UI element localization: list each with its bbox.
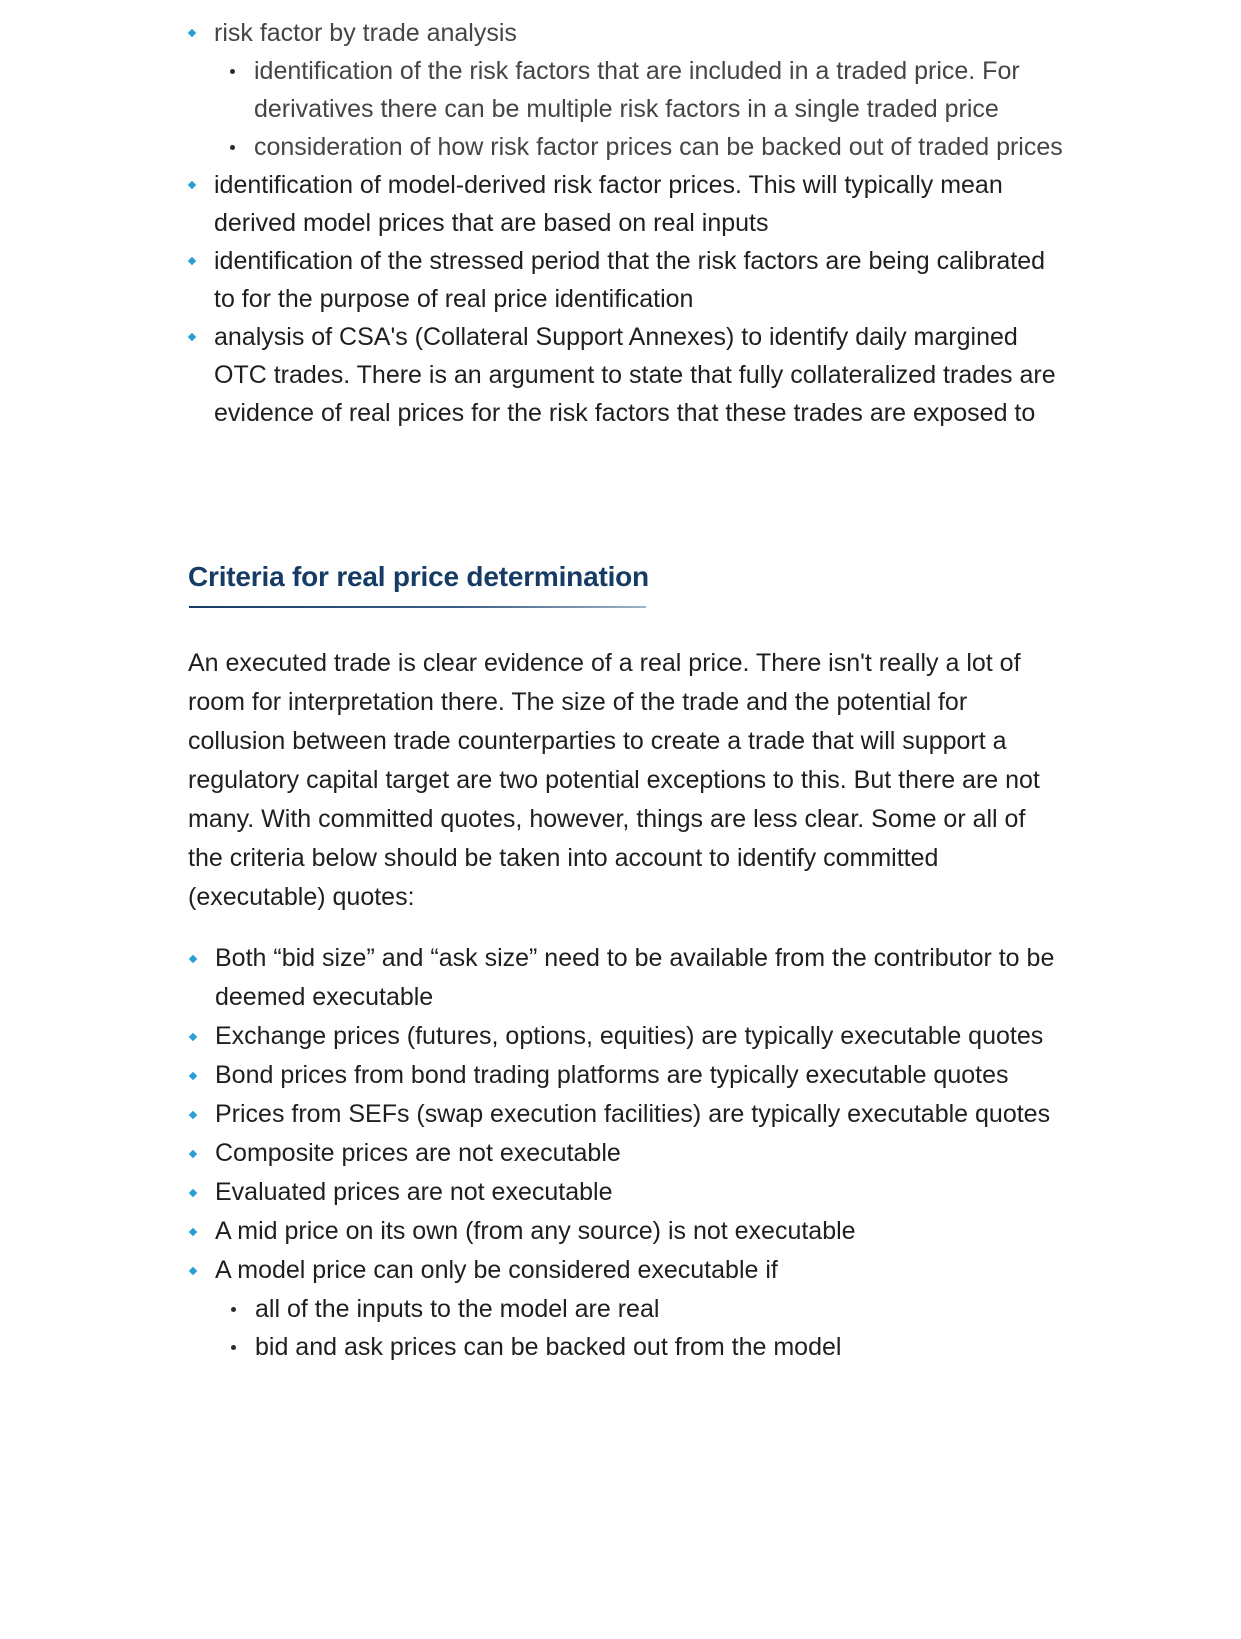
list-item — [188, 1212, 1088, 1251]
list-item-text: Exchange prices (futures, options, equities) are typically executable quotes — [215, 1022, 1044, 1050]
list-item-text: Bond prices from bond trading platforms are typically executable quotes — [215, 1061, 1009, 1089]
sub-list-item — [215, 1290, 1088, 1328]
list-item — [188, 1056, 1088, 1095]
heading-underline — [189, 606, 646, 608]
risk-factor-analysis-list — [188, 14, 1068, 432]
list-item — [188, 318, 1068, 432]
intro-paragraph: An executed trade is clear evidence of a real price. There isn't really a lot of room for interpretation there. The size of the trade and the potential for collusion between trade counterparties to create a trade that will support a regulatory capital target are two potential exceptions to this. But there are not many. With committed quotes, however, things are less clear. Some or all of the criteria below should be taken into account to identify committed (executable) quotes: — [188, 649, 1040, 911]
list-item — [188, 1173, 1088, 1212]
diamond-bullet-icon — [189, 1033, 197, 1041]
list-item — [188, 1134, 1088, 1173]
sub-list-item-text: all of the inputs to the model are real — [255, 1295, 660, 1323]
list-item-text: Composite prices are not executable — [215, 1139, 621, 1167]
dot-bullet-icon — [231, 1307, 236, 1312]
sub-list-item-text: consideration of how risk factor prices can be backed out of traded prices — [254, 133, 1063, 161]
list-item-text: Both “bid size” and “ask size” need to be available from the contributor to be deemed executable — [215, 944, 1055, 1011]
list-item — [188, 1251, 1088, 1366]
diamond-bullet-icon — [188, 333, 196, 341]
sub-list-item — [214, 52, 1068, 128]
sub-list-item-text: identification of the risk factors that are included in a traded price. For derivatives there can be multiple risk factors in a single traded price — [254, 57, 1020, 123]
diamond-bullet-icon — [188, 181, 196, 189]
diamond-bullet-icon — [189, 1267, 197, 1275]
sub-list — [215, 1290, 1088, 1366]
criteria-list — [188, 939, 1088, 1366]
sub-list-item — [214, 128, 1068, 166]
section-heading: Criteria for real price determination — [188, 561, 649, 592]
list-item-text: identification of the stressed period that the risk factors are being calibrated to for the purpose of real price identification — [214, 247, 1046, 313]
diamond-bullet-icon — [189, 1111, 197, 1119]
list-item-text: identification of model-derived risk factor prices. This will typically mean derived model prices that are based on real inputs — [214, 171, 1003, 237]
diamond-bullet-icon — [188, 257, 196, 265]
sub-list — [214, 52, 1068, 166]
diamond-bullet-icon — [189, 1072, 197, 1080]
diamond-bullet-icon — [188, 29, 196, 37]
list-item — [188, 1017, 1088, 1056]
diamond-bullet-icon — [189, 1189, 197, 1197]
list-item-text: A model price can only be considered executable if — [215, 1256, 778, 1284]
list-item-text: analysis of CSA's (Collateral Support Annexes) to identify daily margined OTC trades. There is an argument to state that fully collateralized trades are evidence of real prices for the risk factors that these trades are exposed to — [214, 323, 1056, 427]
list-item — [188, 242, 1068, 318]
sub-list-item-text: bid and ask prices can be backed out from the model — [255, 1333, 842, 1361]
list-item — [188, 1095, 1088, 1134]
diamond-bullet-icon — [189, 1228, 197, 1236]
diamond-bullet-icon — [189, 1150, 197, 1158]
list-item — [188, 166, 1068, 242]
sub-list-item — [215, 1328, 1088, 1366]
list-item — [188, 14, 1068, 166]
dot-bullet-icon — [230, 69, 235, 74]
dot-bullet-icon — [230, 145, 235, 150]
list-item-text: A mid price on its own (from any source) is not executable — [215, 1217, 856, 1245]
list-item-text: Evaluated prices are not executable — [215, 1178, 613, 1206]
list-item — [188, 939, 1088, 1017]
list-item-text: Prices from SEFs (swap execution facilities) are typically executable quotes — [215, 1100, 1051, 1128]
list-item-text: risk factor by trade analysis — [214, 19, 517, 47]
diamond-bullet-icon — [189, 955, 197, 963]
dot-bullet-icon — [231, 1345, 236, 1350]
